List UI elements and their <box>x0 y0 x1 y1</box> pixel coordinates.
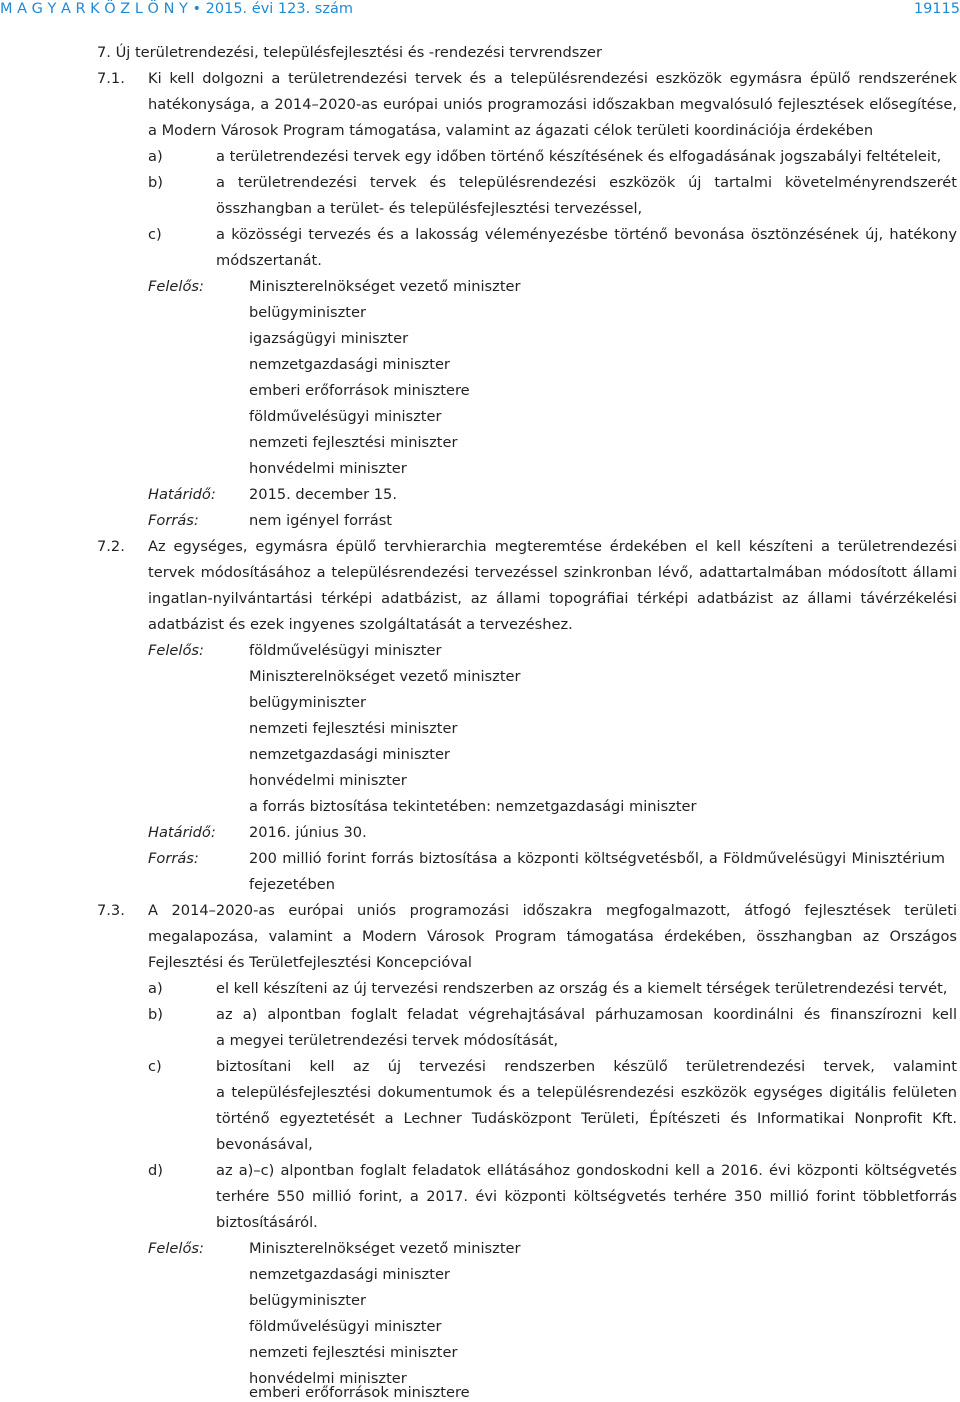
funding-source: nem igényel forrást <box>249 512 393 529</box>
responsible-entry: Miniszterelnökséget vezető miniszter <box>249 668 521 685</box>
responsible-entry: belügyminiszter <box>249 304 366 321</box>
responsible-entry: emberi erőforrások minisztere <box>249 382 470 399</box>
responsible-entry: nemzeti fejlesztési miniszter <box>249 1344 458 1361</box>
item-line: a megyei területrendezési tervek módosítását, <box>216 1032 559 1049</box>
section-number-7-1: 7.1. <box>97 70 125 87</box>
responsible-entry: nemzetgazdasági miniszter <box>249 746 450 763</box>
item-line: összhangban a terület- és településfejlesztési tervezéssel, <box>216 200 643 217</box>
item-label: b) <box>148 174 163 191</box>
journal-title: M A G Y A R K Ö Z L Ö N Y • 2015. évi 123. szám <box>0 1 353 17</box>
item-line: el kell készíteni az új tervezési rendszerben az ország és a kiemelt térségek területrendezési tervét, <box>216 980 948 997</box>
hatarido-label: Határidő: <box>148 486 216 503</box>
responsible-entry: honvédelmi miniszter <box>249 772 407 789</box>
funding-source: 200 millió forint forrás biztosítása a központi költségvetésből, a Földművelésügyi Minisztérium <box>249 850 945 867</box>
paragraph-line: adatbázist és ezek ingyenes szolgáltatását a tervezéshez. <box>148 616 573 633</box>
responsible-entry: belügyminiszter <box>249 1292 366 1309</box>
item-label: d) <box>148 1162 163 1179</box>
item-line: az a)–c) alpontban foglalt feladatok ellátásához gondoskodni kell a 2016. évi központi költségvetés <box>216 1162 957 1179</box>
responsible-entry: igazságügyi miniszter <box>249 330 409 347</box>
paragraph-line: Fejlesztési és Területfejlesztési Koncepcióval <box>148 954 472 971</box>
responsible-entry: Miniszterelnökséget vezető miniszter <box>249 278 521 295</box>
forras-label: Forrás: <box>148 512 199 529</box>
item-line: a területrendezési tervek és településrendezési eszközök új tartalmi követelményrendszerét <box>216 174 957 191</box>
page-number: 19115 <box>913 1 960 17</box>
responsible-entry: földművelésügyi miniszter <box>249 1318 442 1335</box>
responsible-entry: belügyminiszter <box>249 694 366 711</box>
item-line: bevonásával, <box>216 1136 313 1153</box>
paragraph-line: Az egységes, egymásra épülő tervhierarchia megteremtése érdekében el kell készíteni a területrendezési <box>148 538 957 555</box>
item-label: c) <box>148 226 162 243</box>
hatarido-label: Határidő: <box>148 824 216 841</box>
forras-label: Forrás: <box>148 850 199 867</box>
paragraph-line: tervek módosításához a településrendezési tervezéssel szinkronban lévő, adattartalmában módosított állami <box>148 564 957 581</box>
item-line: terhére 550 millió forint, a 2017. évi központi költségvetés terhére 350 millió forint többletforrás <box>216 1188 957 1205</box>
item-line: biztosításáról. <box>216 1214 318 1231</box>
item-label: c) <box>148 1058 162 1075</box>
responsible-entry: Miniszterelnökséget vezető miniszter <box>249 1240 521 1257</box>
item-line: történő egyeztetését a Lechner Tudásközpont Területi, Építészeti és Informatikai Nonprofit Kft. <box>216 1110 957 1127</box>
responsible-entry: emberi erőforrások minisztere <box>249 1384 470 1401</box>
paragraph-line: megalapozása, valamint a Modern Városok Program támogatása érdekében, összhangban az Országos <box>148 928 957 945</box>
item-label: b) <box>148 1006 163 1023</box>
paragraph-line: a Modern Városok Program támogatása, valamint az ágazati célok területi koordinációja érdekében <box>148 122 874 139</box>
responsible-entry: földművelésügyi miniszter <box>249 408 442 425</box>
section-number-7-2: 7.2. <box>97 538 125 555</box>
section-heading: 7. Új területrendezési, településfejlesztési és -rendezési tervrendszer <box>97 44 603 61</box>
responsible-entry: nemzetgazdasági miniszter <box>249 1266 450 1283</box>
responsible-entry: nemzeti fejlesztési miniszter <box>249 434 458 451</box>
item-label: a) <box>148 980 163 997</box>
item-line: a területrendezési tervek egy időben történő készítésének és elfogadásának jogszabályi feltételeit, <box>216 148 942 165</box>
responsible-entry: földművelésügyi miniszter <box>249 642 442 659</box>
responsible-entry: honvédelmi miniszter <box>249 460 407 477</box>
page-header <box>0 0 960 18</box>
item-line: a településfejlesztési dokumentumok és a településrendezési eszközök egységes digitális felületen <box>216 1084 957 1101</box>
paragraph-line: hatékonysága, a 2014–2020-as európai uniós programozási időszakban megvalósuló fejlesztések elősegítése, <box>148 96 957 113</box>
deadline: 2015. december 15. <box>249 486 397 503</box>
responsible-entry: honvédelmi miniszter <box>249 1370 407 1387</box>
item-line: az a) alpontban foglalt feladat végrehajtásával párhuzamosan koordinálni és finanszírozni kell <box>216 1006 957 1023</box>
paragraph-line: Ki kell dolgozni a területrendezési tervek és a településrendezési eszközök egymásra épülő rendszerének <box>148 70 957 87</box>
paragraph-line: A 2014–2020-as európai uniós programozási időszakra megfogalmazott, átfogó fejlesztések területi <box>148 902 957 919</box>
item-label: a) <box>148 148 163 165</box>
paragraph-line: ingatlan-nyilvántartási térképi adatbázist, az állami topográfiai térképi adatbázist az állami távérzékelési <box>148 590 957 607</box>
funding-source: fejezetében <box>249 876 335 893</box>
felelos-label: Felelős: <box>148 1240 204 1257</box>
item-line: biztosítani kell az új tervezési rendszerben készülő területrendezési tervek, valamint <box>216 1058 957 1075</box>
section-number-7-3: 7.3. <box>97 902 125 919</box>
responsible-entry: nemzeti fejlesztési miniszter <box>249 720 458 737</box>
felelos-label: Felelős: <box>148 642 204 659</box>
item-line: a közösségi tervezés és a lakosság véleményezésbe történő bevonása ösztönzésének új, hatékony <box>216 226 957 243</box>
item-line: módszertanát. <box>216 252 322 269</box>
responsible-entry: a forrás biztosítása tekintetében: nemzetgazdasági miniszter <box>249 798 697 815</box>
felelos-label: Felelős: <box>148 278 204 295</box>
deadline: 2016. június 30. <box>249 824 367 841</box>
responsible-entry: nemzetgazdasági miniszter <box>249 356 450 373</box>
